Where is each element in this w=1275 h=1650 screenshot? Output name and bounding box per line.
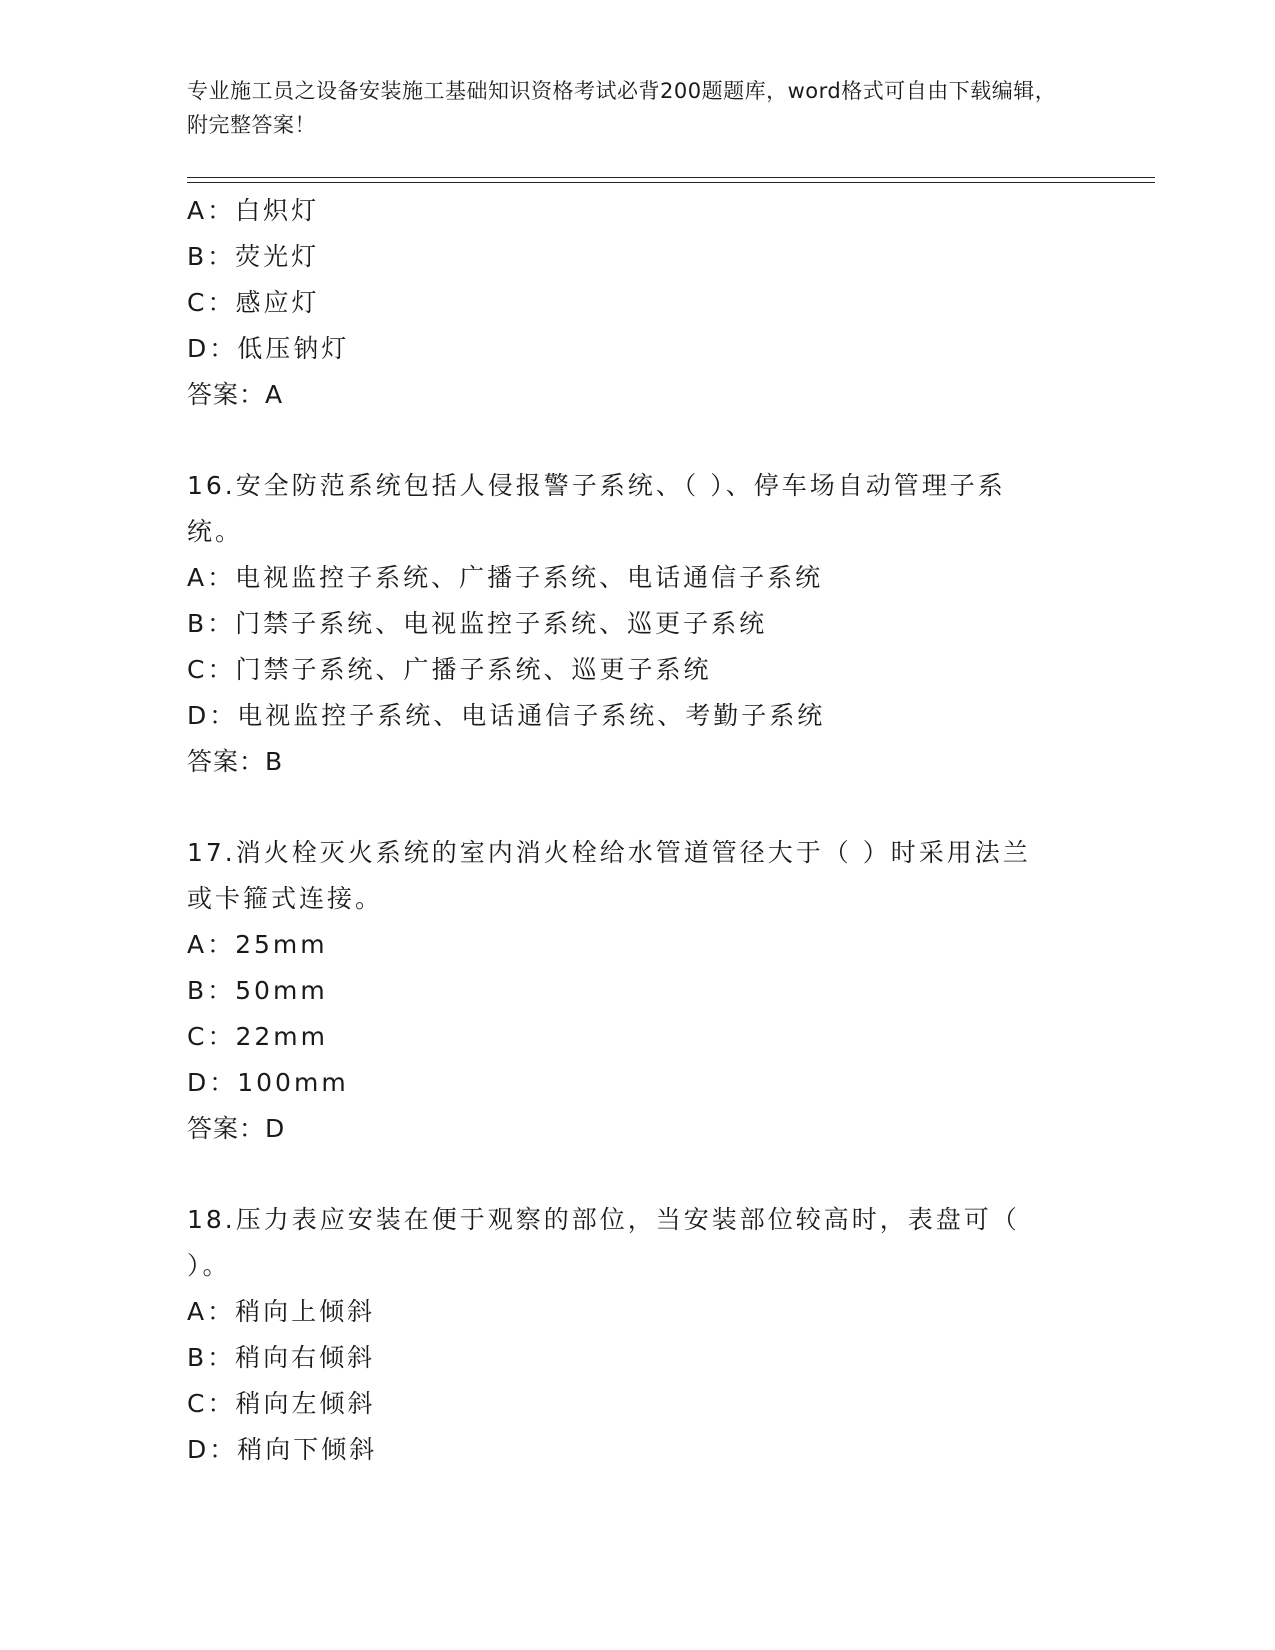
header-divider-bottom — [187, 182, 1155, 183]
question-text-line1: 16.安全防范系统包括人侵报警子系统、（ ）、停车场自动管理子系 — [187, 471, 1006, 500]
option-a: A：白炽灯 — [187, 196, 320, 225]
document-header — [187, 74, 1067, 142]
option-d: D：电视监控子系统、电话通信子系统、考勤子系统 — [187, 701, 826, 730]
answer: 答案：B — [187, 747, 284, 776]
option-c: C：门禁子系统、广播子系统、巡更子系统 — [187, 655, 712, 684]
question-16 — [187, 463, 1087, 785]
option-b: B：荧光灯 — [187, 242, 320, 271]
option-c: C：22mm — [187, 1022, 328, 1051]
question-15 — [187, 188, 1087, 418]
option-b: B：稍向右倾斜 — [187, 1343, 376, 1372]
option-a: A：电视监控子系统、广播子系统、电话通信子系统 — [187, 563, 824, 592]
option-c: C：感应灯 — [187, 288, 320, 317]
question-text-line2: ）。 — [187, 1251, 231, 1280]
option-a: A：稍向上倾斜 — [187, 1297, 376, 1326]
header-title: 专业施工员之设备安装施工基础知识资格考试必背200题题库，word格式可自由下载编辑，附完整答案！ — [187, 79, 1057, 137]
answer: 答案：A — [187, 380, 284, 409]
option-b: B：50mm — [187, 976, 328, 1005]
question-text-line1: 18.压力表应安装在便于观察的部位，当安装部位较高时，表盘可（ — [187, 1205, 1020, 1234]
question-text-line2: 统。 — [187, 517, 244, 546]
option-c: C：稍向左倾斜 — [187, 1389, 376, 1418]
question-17 — [187, 830, 1087, 1152]
option-b: B：门禁子系统、电视监控子系统、巡更子系统 — [187, 609, 768, 638]
option-a: A：25mm — [187, 930, 328, 959]
question-content — [187, 188, 1087, 1473]
option-d: D：100mm — [187, 1068, 349, 1097]
question-text-line2: 或卡箍式连接。 — [187, 884, 384, 913]
answer: 答案：D — [187, 1114, 286, 1143]
question-text-line1: 17.消火栓灭火系统的室内消火栓给水管道管径大于（ ）时采用法兰 — [187, 838, 1031, 867]
question-18 — [187, 1197, 1087, 1473]
header-divider-top — [187, 177, 1155, 178]
option-d: D：低压钠灯 — [187, 334, 350, 363]
option-d: D：稍向下倾斜 — [187, 1435, 378, 1464]
